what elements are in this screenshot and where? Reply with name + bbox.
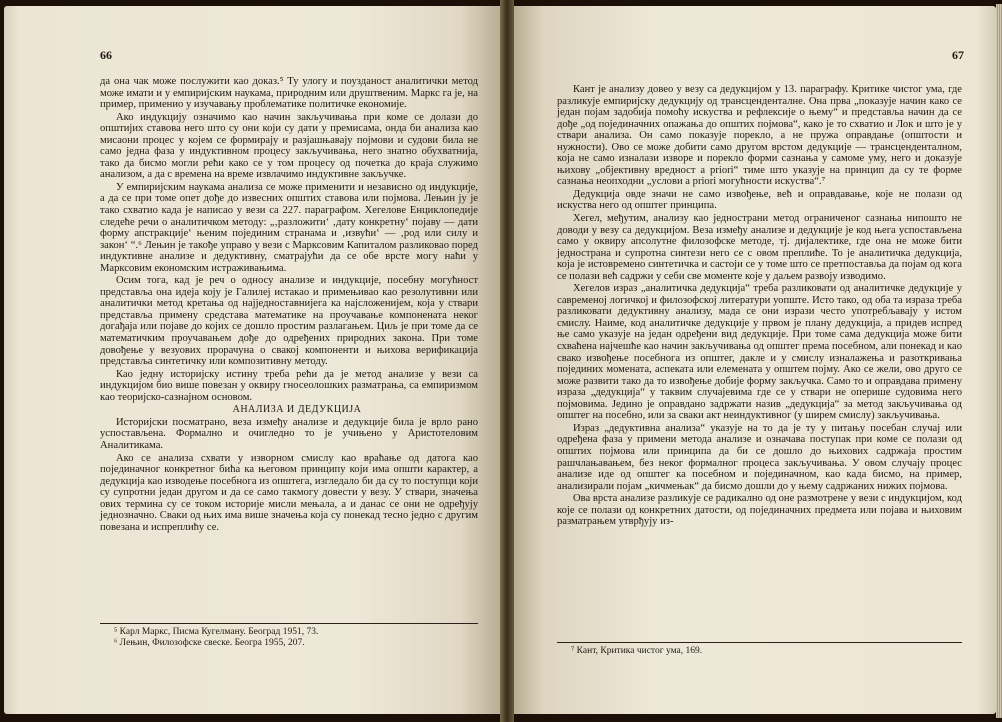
footnote: ⁵ Карл Маркс, Писма Кугелману. Београд 1951, 73. bbox=[114, 627, 319, 637]
left-page bbox=[4, 6, 500, 714]
paragraph: да она чак може послужити као доказ.⁵ Ту улогу и поузданост аналитички метод може имати и у емпиријским наукама, природним или друштвеним. Маркс га је, на пример, применио у изучавању проблематике политичке економије. bbox=[100, 76, 478, 111]
left-page-body bbox=[100, 76, 478, 533]
paragraph: Дедукција овде значи не само извођење, већ и оправдавање, које не полази од искуства него од општег принципа. bbox=[557, 188, 962, 212]
paragraph: Израз „дедуктивна анализа“ указује на то да је ту у питању посебан случај или одређена фаза у примени метода анализе и означава поступак при коме се полази од општих појмова или принципа да би се дошло до њихових садржаја простим рашчлањавањем, без неког формалног процеса закључивања. У овом случају процес анализе иде од општег ка посебном и појединачном, као када бисмо, на пример, анализирали појам „кичмењак“ да бисмо дошли до у њему садржаних нижих појмова. bbox=[557, 422, 962, 492]
paragraph: Кант је анализу довео у везу са дедукцијом у 13. параграфу. Критике чистог ума, где разликује емпиријску дедукцију од трансценденталне. Она прва „показује начин како се један појам задобија помоћу искуства и рефлексије о њему“ и представља начин да се дође „од појединачних опажања до општих појмова“, како је то схватио и Лок и што је у ствари анализа. Он само показује порекло, а не пружа оправдање (општости и нужности). Ово се може добити само другом врстом дедукције — трансценденталном, која не само изналази изворе и порекло форми сазнања у самоме уму, него и доказује њихову „објективну вредност a priori“ тиме што указује на принцип да су те форме сазнања неопходни „услови a priori могућности искуства“.⁷ bbox=[557, 84, 962, 188]
paragraph: Осим тога, кад је реч о односу анализе и индукције, посебну могућност представља она идеја коју је Галилеј истакао и примењивао као резолутивни или аналитички метод кретања од најједноставнијега ка најсложенијем, која у ствари представља примену средстава математике на проучавање компонената неког догађаја или појаве до којих се дошло простим разлагањем. Циљ је при томе да се математичким проучавањем дође до одређених природних закона. При томе довођење у везуових прорачуна о свакој компоненти и њихова верификација представља синтетичку или композитивну методу. bbox=[100, 275, 478, 368]
right-page bbox=[514, 6, 996, 714]
paragraph: Хегел, међутим, анализу као једнострани метод ограниченог сазнања нипошто не доводи у везу са дедукцијом. Веза између анализе и дедукције је код њега успостављена само у оквиру апсолутне филозофске методе, тј. дијалектике, где она не може бити једнострана и супротна синтези него се с овом преплиће. То је аналитичка дедукција, која је истовремено синтетичка и састоји се у томе што се претпоставља да појам од кога се полази већ садржи у себи све моменте које у даљем развоју изводимо. bbox=[557, 213, 962, 282]
paragraph: Историјски посматрано, веза између анализе и дедукције била је врло рано успостављена. Формално и очигледно то је учињено у Аристотеловим Аналитикама. bbox=[100, 416, 478, 451]
section-heading: АНАЛИЗА И ДЕДУКЦИЈА bbox=[232, 404, 362, 416]
paragraph: Као једну историјску истину треба рећи да је метод анализе у вези са индукцијом био више повезан у оквиру гносеолошких разматрања, са емпиризмом као теоријско-сазнајном основом. bbox=[100, 368, 478, 403]
page-edges bbox=[996, 4, 1002, 718]
footnote: ⁷ Кант, Критика чистог ума, 169. bbox=[571, 646, 703, 656]
footnote: ⁶ Лењин, Филозофске свеске. Београ 1955, 207. bbox=[114, 638, 305, 648]
paragraph: Ова врста анализе разликује се радикално од оне размотрене у вези с индукцијом, код које се полази од конкретних датости, од појединачних предмета или појава и њиховим разматрањем утврђују из- bbox=[557, 493, 962, 528]
paragraph: Ако се анализа схвати у изворном смислу као враћање од датога као појединачног конкретног бића ка његовом принципу који има општи карактер, а дедукција као изводење посебнога из општега, изгледало би да су то поступци који су супротни један другом и да се само такмогу довести у везу. У ствари, значења ових термина су се током историје мисли мењала, а и данас се они не одређују једнозначно. Сваки од њих има више значења која су понекад тесно једно с другим повезана и испреплићу се. bbox=[100, 452, 478, 533]
right-page-body bbox=[557, 84, 962, 528]
page-number: 66 bbox=[100, 48, 112, 62]
paragraph: У емпиријским наукама анализа се може применити и независно од индукције, а да се при томе опет дође до извесних општих ставова или појмова. Лењин ју је тако схватио када је написао у вези са 227. параграфом. Хегелове Енциклопедије следеће речи о аналитичком методу: „‚разложити‘ ‚дату конкретну‘ појаву — дати форму апстракције‘ њеним појединим странама и ‚извући‘ — ‚род или силу и закон‘ “.⁶ Лењин је такође управо у вези с Марксовим Капиталом разликовао поред индуктивне анализе и дедуктивну, сматрајући да се обе врсте могу наћи у Марксовим економским истраживањима. bbox=[100, 181, 478, 274]
footnotes bbox=[100, 623, 478, 649]
paragraph: Хегелов израз „аналитичка дедукција“ треба разликовати од аналитичке дедукције у савременој логичкој и филозофској литератури уопште. Исто тако, од оба та израза треба разликовати дедуктивну анализу, мада се они изрази често употребљавају у истом смислу. Наиме, код аналитичке дедукције у првом је плану дедукција, а придев испред ње само указује на један одређени вид дедукције. При томе сама дедукција може бити схваћена најчешће као начин закључивања од општег према посебном, али понекад и као свако извођење посебнога из општег, дакле и у смислу изналажења и разоткривања појединих момената, аспеката или елемената у општем појму. Ако се жели, ово друго се може развити тако да то извођење добије форму закључка. Само то и оправдава примену израза „дедукција“ у таквим случајевима где се у ствари не оперише судовима него појмовима. Једино је оправдано задржати назив „дедукција“ за метод закључивања од општег на посебно, или за сваки акт неиндуктивног (у ширем смислу) закључивања. bbox=[557, 283, 962, 422]
footnotes bbox=[557, 642, 962, 657]
page-number: 67 bbox=[952, 48, 964, 62]
paragraph: Ако индукцију означимо као начин закључивања при коме се долази до општијих ставова него што су они који су дати у премисама, онда би анализа као мисаони процес у којем се формирају и разјашњавају појмови и судови била не само једна фаза у индуктивном процесу закључивања, него знатно обухватнија, тако да бисмо могли рећи како се у том процесу од почетка до краја служимо анализом, а да с времена на време извлачимо индуктивне закључке. bbox=[100, 111, 478, 181]
book-gutter bbox=[500, 0, 514, 722]
